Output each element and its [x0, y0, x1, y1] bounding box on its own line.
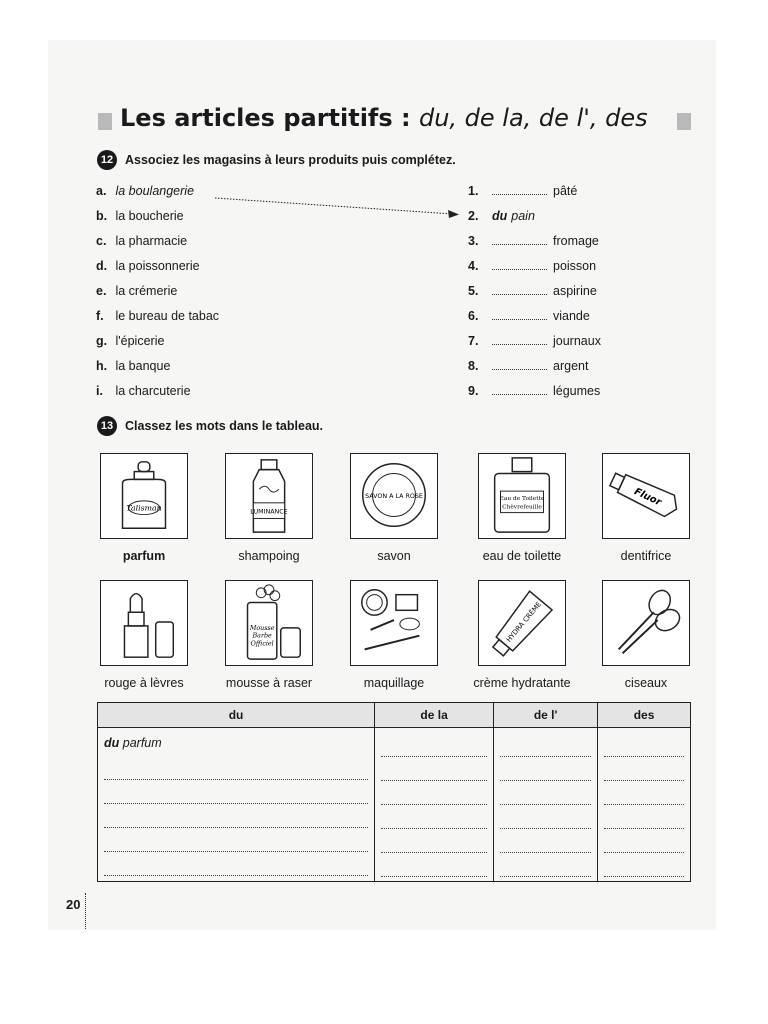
- title-bar-right: [677, 113, 691, 130]
- exercise-12-heading: [97, 150, 456, 170]
- answer-line[interactable]: [604, 856, 684, 877]
- column-de-l: [494, 728, 598, 882]
- answer-line[interactable]: [500, 808, 591, 829]
- shampoo-bottle-icon: [225, 453, 313, 539]
- exercise-number-badge: 13: [97, 416, 117, 436]
- answer-line[interactable]: [500, 784, 591, 805]
- svg-text:Officiel: Officiel: [250, 640, 274, 648]
- product-item[interactable]: 8. argent: [468, 359, 589, 373]
- product-item[interactable]: 2. du pain: [468, 209, 535, 223]
- answer-line[interactable]: [381, 736, 487, 757]
- answer-line[interactable]: [604, 808, 684, 829]
- shop-item[interactable]: f. le bureau de tabac: [96, 309, 220, 323]
- column-header-de-la: de la: [375, 703, 494, 728]
- picture-caption: eau de toilette: [482, 549, 562, 563]
- answer-blank: [492, 360, 547, 370]
- answer-line[interactable]: [604, 736, 684, 757]
- svg-text:Chèvrefeuille: Chèvrefeuille: [502, 504, 542, 511]
- exercise-number-badge: 12: [97, 150, 117, 170]
- column-des: [598, 728, 691, 882]
- shop-item[interactable]: e. la crémerie: [96, 284, 178, 298]
- moisturizing-cream-tube-icon: [478, 580, 566, 666]
- answer-line[interactable]: [381, 808, 487, 829]
- product-item[interactable]: 1. pâté: [468, 184, 578, 198]
- answer-line[interactable]: [381, 760, 487, 781]
- shop-item[interactable]: h. la banque: [96, 359, 171, 373]
- answer-line[interactable]: [604, 760, 684, 781]
- product-item[interactable]: 4. poisson: [468, 259, 597, 273]
- picture-caption: parfum: [122, 549, 166, 563]
- answer-blank: [492, 335, 547, 345]
- answer-blank: [492, 185, 547, 195]
- svg-text:LUMINANCE: LUMINANCE: [250, 508, 288, 516]
- column-header-de-l: de l': [494, 703, 598, 728]
- product-item[interactable]: 5. aspirine: [468, 284, 597, 298]
- shop-item[interactable]: g. l'épicerie: [96, 334, 165, 348]
- shop-item[interactable]: b. la boucherie: [96, 209, 184, 223]
- svg-text:Mousse: Mousse: [249, 624, 275, 632]
- picture-caption: mousse à raser: [225, 676, 313, 690]
- svg-text:Fluor: Fluor: [632, 486, 663, 509]
- answer-blank: [492, 235, 547, 245]
- product-item[interactable]: 3. fromage: [468, 234, 599, 248]
- exercise-instruction: Associez les magasins à leurs produits puis complétez.: [125, 153, 456, 167]
- svg-text:Talisman: Talisman: [126, 503, 162, 513]
- answer-line[interactable]: [381, 832, 487, 853]
- answer-line[interactable]: [104, 783, 368, 804]
- answer-line[interactable]: [500, 832, 591, 853]
- example-answer: du parfum: [104, 736, 162, 750]
- svg-text:SAVON A LA ROSE: SAVON A LA ROSE: [365, 492, 423, 500]
- classification-table: [97, 702, 691, 882]
- answer-line[interactable]: [604, 784, 684, 805]
- answer-line[interactable]: [104, 855, 368, 876]
- picture-caption: ciseaux: [624, 676, 668, 690]
- matching-arrow-icon: [215, 195, 460, 221]
- picture-caption: rouge à lèvres: [104, 676, 184, 690]
- svg-text:Barbe: Barbe: [252, 632, 272, 640]
- toothpaste-tube-icon: [602, 453, 690, 539]
- picture-caption: maquillage: [363, 676, 425, 690]
- picture-caption: shampoing: [238, 549, 300, 563]
- column-header-du: du: [98, 703, 375, 728]
- exercise-13-heading: [97, 416, 323, 436]
- shop-item[interactable]: a. la boulangerie: [96, 184, 195, 198]
- product-item[interactable]: 6. viande: [468, 309, 590, 323]
- picture-caption: crème hydratante: [473, 676, 571, 690]
- shaving-foam-can-icon: [225, 580, 313, 666]
- answer-blank: [492, 310, 547, 320]
- product-item[interactable]: 9. légumes: [468, 384, 601, 398]
- answer-line[interactable]: [500, 736, 591, 757]
- picture-caption: savon: [377, 549, 411, 563]
- shop-item[interactable]: i. la charcuterie: [96, 384, 191, 398]
- perfume-bottle-icon: [100, 453, 188, 539]
- eau-de-toilette-bottle-icon: [478, 453, 566, 539]
- lipstick-icon: [100, 580, 188, 666]
- answer-blank: [492, 285, 547, 295]
- answer-line[interactable]: [104, 831, 368, 852]
- product-item[interactable]: 7. journaux: [468, 334, 601, 348]
- answer-line[interactable]: [104, 807, 368, 828]
- column-du: [98, 728, 375, 882]
- answer-blank: [492, 260, 547, 270]
- column-de-la: [375, 728, 494, 882]
- shop-item[interactable]: d. la poissonnerie: [96, 259, 200, 273]
- scissors-icon: [602, 580, 690, 666]
- soap-bar-icon: [350, 453, 438, 539]
- answer-blank: [492, 385, 547, 395]
- makeup-kit-icon: [350, 580, 438, 666]
- column-header-des: des: [598, 703, 691, 728]
- answer-line[interactable]: [381, 856, 487, 877]
- answer-line[interactable]: [604, 832, 684, 853]
- answer-line[interactable]: [381, 784, 487, 805]
- page-title: Les articles partitifs : du, de la, de l', des: [120, 104, 648, 132]
- title-bar-left: [98, 113, 112, 130]
- answer-line[interactable]: [500, 856, 591, 877]
- shop-item[interactable]: c. la pharmacie: [96, 234, 188, 248]
- answer-line[interactable]: [104, 759, 368, 780]
- exercise-instruction: Classez les mots dans le tableau.: [125, 419, 323, 433]
- svg-text:HYDRA CRÈME: HYDRA CRÈME: [504, 600, 544, 644]
- svg-text:Eau de Toilette: Eau de Toilette: [499, 495, 545, 502]
- answer-line[interactable]: [500, 760, 591, 781]
- picture-caption: dentifrice: [620, 549, 672, 563]
- page-number: 20: [66, 897, 81, 912]
- page-margin-rule: [85, 893, 86, 929]
